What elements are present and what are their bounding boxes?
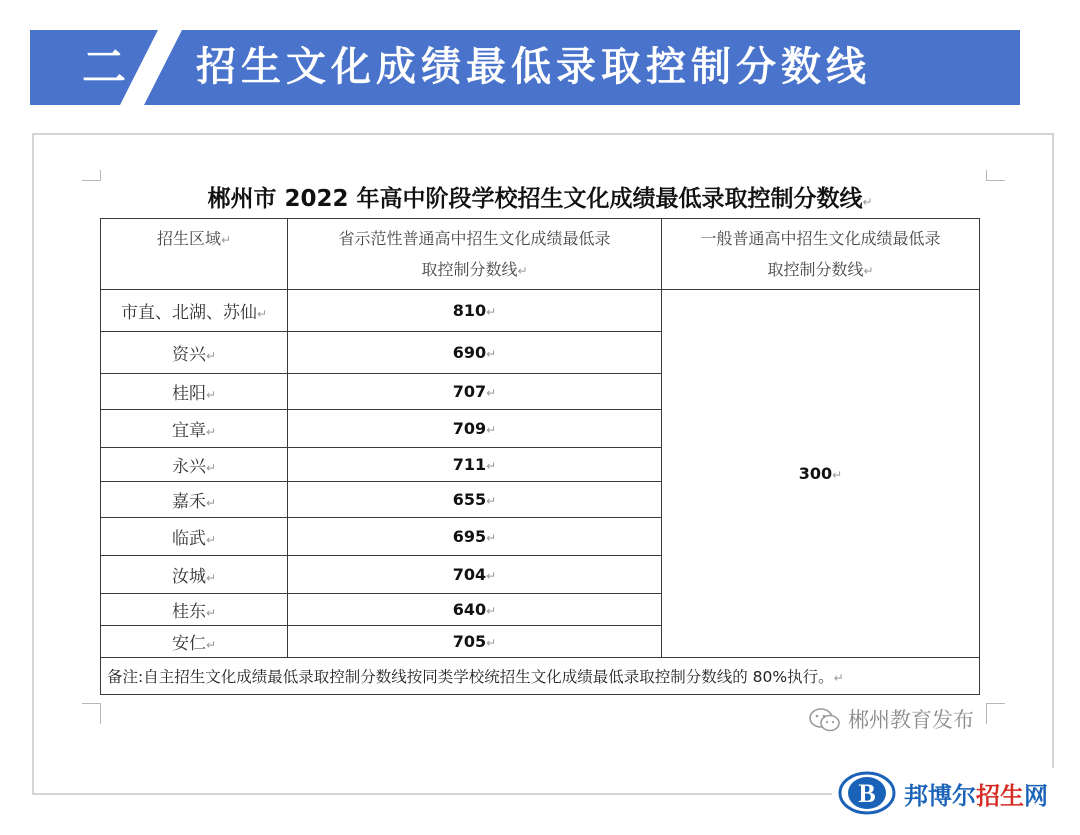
score-cell: 707↵ xyxy=(288,374,662,410)
paragraph-mark: ↵ xyxy=(862,195,873,209)
score-cell: 695↵ xyxy=(288,518,662,556)
crop-mark xyxy=(986,703,1005,724)
document-title xyxy=(100,180,980,218)
region-cell: 桂阳↵ xyxy=(101,374,288,410)
wechat-watermark xyxy=(808,705,974,735)
score-cell: 640↵ xyxy=(288,594,662,626)
wechat-icon xyxy=(808,706,842,734)
general-score-cell: 300↵ xyxy=(662,290,980,658)
header-region: 招生区域↵ xyxy=(101,219,288,290)
document-title-text: 郴州市 2022 年高中阶段学校招生文化成绩最低录取控制分数线 xyxy=(207,186,863,212)
table-note-row xyxy=(101,658,980,695)
score-cell: 810↵ xyxy=(288,290,662,332)
table-row xyxy=(101,290,980,332)
score-cell: 655↵ xyxy=(288,482,662,518)
region-cell: 市直、北湖、苏仙↵ xyxy=(101,290,288,332)
score-cell: 690↵ xyxy=(288,332,662,374)
score-table xyxy=(100,218,980,695)
region-cell: 临武↵ xyxy=(101,518,288,556)
crop-mark xyxy=(82,703,101,724)
header-general-school: 一般普通高中招生文化成绩最低录 取控制分数线↵ xyxy=(662,219,980,290)
watermark-text: 郴州教育发布 xyxy=(848,708,974,732)
score-cell: 711↵ xyxy=(288,448,662,482)
region-cell: 永兴↵ xyxy=(101,448,288,482)
score-cell: 709↵ xyxy=(288,410,662,448)
site-logo xyxy=(832,768,1054,818)
region-cell: 安仁↵ xyxy=(101,626,288,658)
region-cell: 宜章↵ xyxy=(101,410,288,448)
table-note: 备注:自主招生文化成绩最低录取控制分数线按同类学校统招生文化成绩最低录取控制分数线的 80%执行。↵ xyxy=(101,658,980,695)
table-header-row xyxy=(101,219,980,290)
section-title: 招生文化成绩最低录取控制分数线 xyxy=(196,44,871,90)
svg-text:B: B xyxy=(858,779,876,808)
site-name: 邦博尔招生网 xyxy=(904,780,1048,810)
section-number: 二 xyxy=(82,42,126,93)
region-cell: 嘉禾↵ xyxy=(101,482,288,518)
region-cell: 汝城↵ xyxy=(101,556,288,594)
region-cell: 桂东↵ xyxy=(101,594,288,626)
section-banner xyxy=(30,30,1020,105)
score-cell: 705↵ xyxy=(288,626,662,658)
crop-mark xyxy=(82,170,101,181)
header-demo-school: 省示范性普通高中招生文化成绩最低录 取控制分数线↵ xyxy=(288,219,662,290)
score-cell: 704↵ xyxy=(288,556,662,594)
region-cell: 资兴↵ xyxy=(101,332,288,374)
crop-mark xyxy=(986,170,1005,181)
b-logo-icon xyxy=(838,770,896,816)
